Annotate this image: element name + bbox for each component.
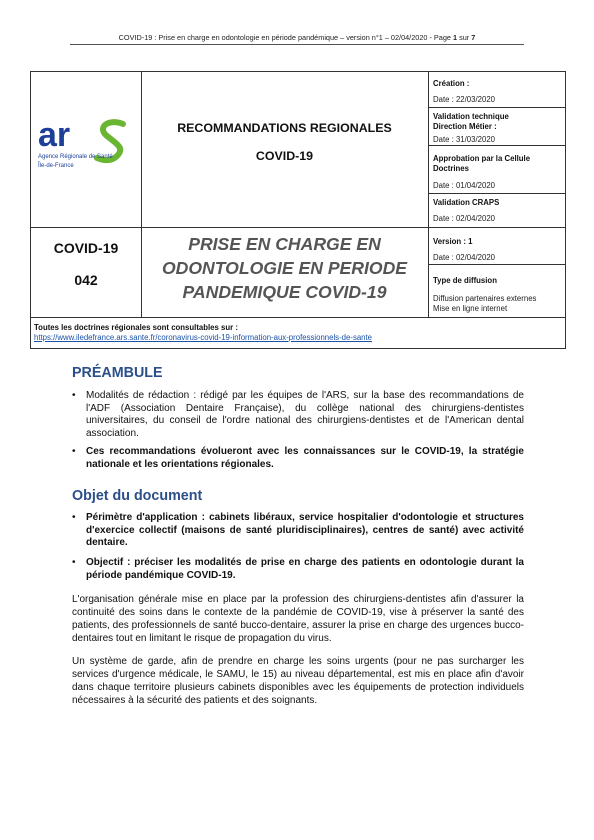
page-number: 1	[453, 33, 458, 42]
approbation-date: Date : 01/04/2020	[433, 181, 495, 190]
craps-date: Date : 02/04/2020	[433, 214, 495, 223]
divider-r1	[428, 107, 565, 108]
diffusion-line-2: Mise en ligne internet	[433, 304, 508, 313]
version-date: Date : 02/04/2020	[433, 253, 495, 262]
approbation-label-2: Doctrines	[433, 164, 469, 173]
paragraph-garde: Un système de garde, afin de prendre en charge les soins urgents (pour ne pas surcharger les services d'urgence médicale, le SAMU, le 15) au niveau départemental, est mis en place afin d'avoir dans chaque territoire plusieurs cabinets disponibles avec les équipements de protection individuels nécessaires à la sécurité des patients et des soignants.	[72, 656, 524, 706]
validation-date: Date : 31/03/2020	[433, 135, 495, 144]
divider-middle	[31, 227, 565, 228]
doctrines-link[interactable]: https://www.iledefrance.ars.sante.fr/coronavirus-covid-19-information-aux-professionnels-de-sante	[34, 333, 373, 342]
objet-bullet-1: Périmètre d'application : cabinets libéraux, service hospitalier d'odontologie et structures d'exercice collectif (maisons de santé pluridisciplinaires), centres de santé) avec activité dentaire.	[86, 512, 524, 549]
diffusion-label: Type de diffusion	[433, 276, 497, 285]
divider-right	[428, 72, 429, 317]
diffusion-line-1: Diffusion partenaires externes	[433, 294, 537, 303]
divider-r2	[428, 145, 565, 146]
bullet-glyph: •	[72, 446, 76, 457]
page-total: 7	[471, 33, 476, 42]
preambule-heading: PRÉAMBULE	[72, 365, 163, 381]
divider-r3	[428, 193, 565, 194]
preambule-bullet-1: Modalités de rédaction : rédigé par les équipes de l'ARS, sur la base des recommandations de l'ADF (Association Dentaire Française), du collège national des chirurgiens-dentistes universitaires, du conseil de l'ordre national des chirurgiens-dentistes et de l'American dental association.	[86, 390, 524, 439]
logo-letters-ar: ar	[38, 116, 71, 154]
divider-footer	[31, 317, 565, 318]
title-recommandations: RECOMMANDATIONS REGIONALES	[177, 121, 392, 135]
preambule-bullet-2: Ces recommandations évolueront avec les connaissances sur le COVID-19, la stratégie nationale et les orientations régionales.	[86, 446, 524, 470]
validation-label-1: Validation technique	[433, 112, 509, 121]
bullet-glyph: •	[72, 390, 76, 401]
page-header	[70, 33, 524, 42]
objet-heading: Objet du document	[72, 488, 203, 504]
main-title-line-2: ODONTOLOGIE EN PERIODE	[161, 258, 408, 278]
main-title	[141, 232, 428, 304]
header-rule	[70, 44, 524, 45]
craps-label: Validation CRAPS	[433, 198, 500, 207]
doc-code-2: 042	[74, 272, 98, 288]
version-label: Version : 1	[433, 237, 473, 246]
page-header-text: COVID-19 : Prise en charge en odontologie en période pandémique – version n°1 – 02/04/2020 - Page	[118, 33, 453, 42]
doc-code-1: COVID-19	[53, 240, 119, 256]
doctrines-note: Toutes les doctrines régionales sont consultables sur :	[34, 323, 238, 332]
main-title-line-1: PRISE EN CHARGE EN	[188, 234, 381, 254]
validation-label-2: Direction Métier :	[433, 122, 497, 131]
divider-r4	[428, 264, 565, 265]
ars-logo	[37, 112, 137, 182]
logo-line2: Île-de-France	[38, 163, 74, 169]
document-header-table	[30, 71, 566, 349]
paragraph-organisation: L'organisation générale mise en place par la profession des chirurgiens-dentistes afin d'assurer la continuité des soins dans le contexte de la pandémie de COVID-19, vise à préserver la santé des patients, des professionnels de santé bucco-dentaire, assurer la prise en charge des urgences bucco-dentaires tout en limitant le risque de propagation du virus.	[72, 594, 524, 644]
bullet-glyph: •	[72, 557, 76, 568]
main-title-line-3: PANDEMIQUE COVID-19	[182, 282, 387, 302]
objet-bullet-2: Objectif : préciser les modalités de prise en charge des patients en odontologie durant la période pandémique COVID-19.	[86, 557, 524, 581]
bullet-glyph: •	[72, 512, 76, 523]
page-of: sur	[457, 33, 472, 42]
title-covid: COVID-19	[255, 149, 314, 163]
approbation-label-1: Approbation par la Cellule	[433, 154, 531, 163]
logo-line1: Agence Régionale de Santé	[38, 154, 113, 160]
creation-date: Date : 22/03/2020	[433, 95, 495, 104]
creation-label: Création :	[433, 79, 470, 88]
header-titles	[141, 72, 428, 227]
